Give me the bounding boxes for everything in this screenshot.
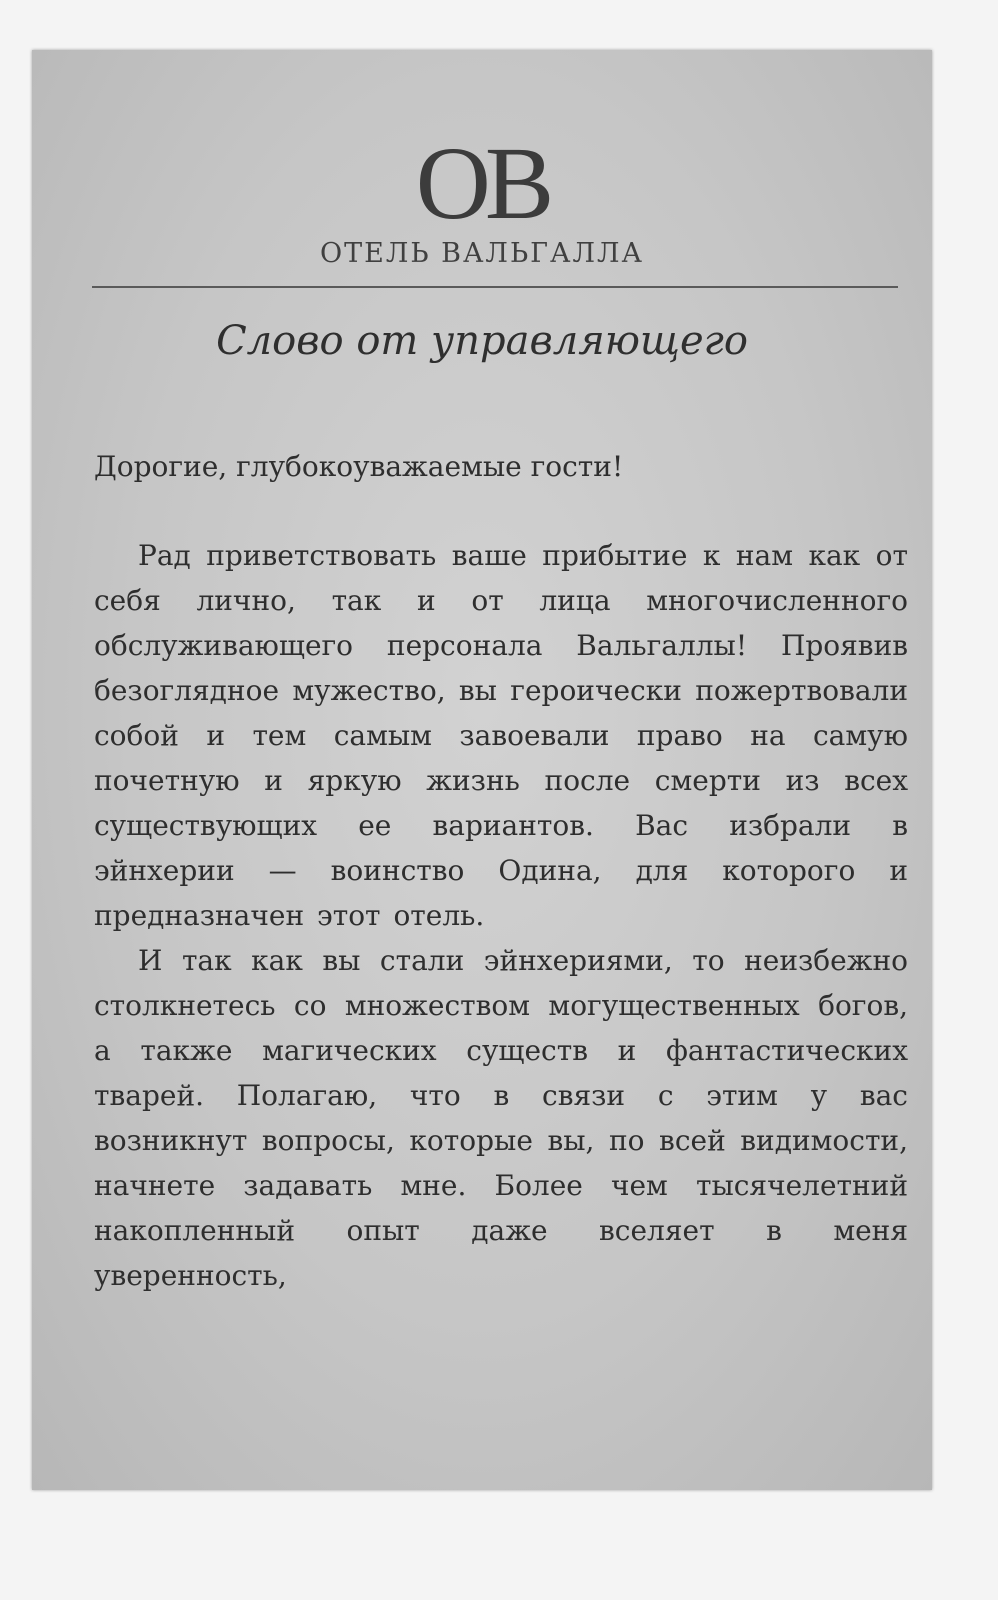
letter-body	[94, 444, 908, 1298]
page-heading: Слово от управляющего	[216, 318, 748, 364]
paragraph-2: И так как вы стали эйнхериями, то неизбежно столкнетесь со множеством могущественных богов, а также магических существ и фантастических тварей. Полагаю, что в связи с этим у вас возникнут вопросы, которые вы, по всей видимости, начнете задавать мне. Более чем тысячелетний накопленный опыт даже вселяет в меня уверенность,	[94, 944, 908, 1292]
book-page	[32, 50, 932, 1490]
salutation: Дорогие, глубокоуважаемые гости!	[94, 450, 624, 483]
paragraph-1: Рад приветствовать ваше прибытие к нам как от себя лично, так и от лица многочисленного обслуживающего персонала Вальгаллы! Проявив безоглядное мужество, вы героически пожертвовали собой и тем самым завоевали право на самую почетную и яркую жизнь после смерти из всех существующих ее вариантов. Вас избрали в эйнхерии — воинство Одина, для которого и предназначен этот отель.	[94, 539, 908, 932]
hotel-logo: OB	[415, 126, 549, 241]
hotel-name: ОТЕЛЬ ВАЛЬГАЛЛА	[319, 238, 644, 269]
header-divider	[92, 286, 898, 288]
